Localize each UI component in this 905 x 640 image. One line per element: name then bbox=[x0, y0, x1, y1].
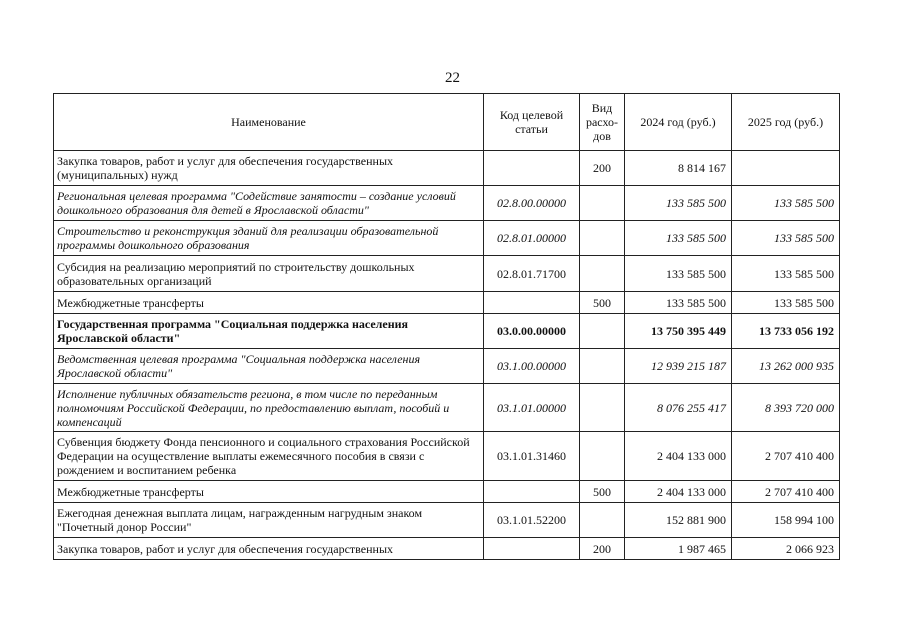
cell-name: Ежегодная денежная выплата лицам, награжденным нагрудным знаком "Почетный донор России" bbox=[54, 503, 484, 538]
table-row bbox=[54, 186, 840, 221]
cell-code: 03.1.01.31460 bbox=[484, 432, 580, 481]
cell-type bbox=[580, 256, 625, 292]
cell-2025: 133 585 500 bbox=[732, 186, 840, 221]
cell-code: 02.8.01.00000 bbox=[484, 221, 580, 256]
cell-type: 500 bbox=[580, 481, 625, 503]
table-row bbox=[54, 151, 840, 186]
header-2024: 2024 год (руб.) bbox=[625, 94, 732, 151]
cell-2024: 12 939 215 187 bbox=[625, 349, 732, 384]
header-row bbox=[54, 94, 840, 151]
page-number: 22 bbox=[445, 70, 460, 86]
table-row bbox=[54, 256, 840, 292]
cell-name: Региональная целевая программа "Содействие занятости – создание условий дошкольного образования для детей в Ярославской области" bbox=[54, 186, 484, 221]
cell-type: 200 bbox=[580, 538, 625, 560]
cell-2025: 2 707 410 400 bbox=[732, 481, 840, 503]
cell-2024: 13 750 395 449 bbox=[625, 314, 732, 349]
cell-name: Субвенция бюджету Фонда пенсионного и социального страхования Российской Федерации на осуществление выплаты ежемесячного пособия в связи с рождением и воспитанием ребенка bbox=[54, 432, 484, 481]
table-row bbox=[54, 481, 840, 503]
table-body bbox=[54, 151, 840, 560]
cell-code: 03.1.01.00000 bbox=[484, 384, 580, 432]
cell-2024: 2 404 133 000 bbox=[625, 481, 732, 503]
cell-name: Закупка товаров, работ и услуг для обеспечения государственных (муниципальных) нужд bbox=[54, 151, 484, 186]
table-row bbox=[54, 432, 840, 481]
cell-2024: 133 585 500 bbox=[625, 186, 732, 221]
cell-2024: 1 987 465 bbox=[625, 538, 732, 560]
table-row bbox=[54, 292, 840, 314]
cell-name: Закупка товаров, работ и услуг для обеспечения государственных bbox=[54, 538, 484, 560]
cell-2024: 133 585 500 bbox=[625, 292, 732, 314]
cell-code bbox=[484, 151, 580, 186]
cell-2024: 133 585 500 bbox=[625, 256, 732, 292]
header-name: Наименование bbox=[54, 94, 484, 151]
cell-name: Ведомственная целевая программа "Социальная поддержка населения Ярославской области" bbox=[54, 349, 484, 384]
table-row bbox=[54, 314, 840, 349]
cell-name: Межбюджетные трансферты bbox=[54, 481, 484, 503]
cell-name: Субсидия на реализацию мероприятий по строительству дошкольных образовательных организаций bbox=[54, 256, 484, 292]
cell-2025: 133 585 500 bbox=[732, 221, 840, 256]
table-row bbox=[54, 349, 840, 384]
cell-2024: 8 076 255 417 bbox=[625, 384, 732, 432]
cell-type bbox=[580, 432, 625, 481]
cell-code bbox=[484, 538, 580, 560]
cell-2025: 8 393 720 000 bbox=[732, 384, 840, 432]
cell-code: 03.1.00.00000 bbox=[484, 349, 580, 384]
cell-2024: 2 404 133 000 bbox=[625, 432, 732, 481]
cell-2025: 13 733 056 192 bbox=[732, 314, 840, 349]
cell-type bbox=[580, 186, 625, 221]
cell-type bbox=[580, 503, 625, 538]
cell-2025: 133 585 500 bbox=[732, 292, 840, 314]
cell-name: Межбюджетные трансферты bbox=[54, 292, 484, 314]
cell-2024: 152 881 900 bbox=[625, 503, 732, 538]
cell-2025: 2 066 923 bbox=[732, 538, 840, 560]
cell-code bbox=[484, 292, 580, 314]
cell-code: 02.8.00.00000 bbox=[484, 186, 580, 221]
cell-2024: 8 814 167 bbox=[625, 151, 732, 186]
cell-2025: 13 262 000 935 bbox=[732, 349, 840, 384]
cell-type bbox=[580, 314, 625, 349]
table-row bbox=[54, 384, 840, 432]
cell-name: Государственная программа "Социальная поддержка населения Ярославской области" bbox=[54, 314, 484, 349]
cell-name: Исполнение публичных обязательств региона, в том числе по переданным полномочиям Российской Федерации, по предоставлению выплат, пособий и компенсаций bbox=[54, 384, 484, 432]
cell-code: 03.0.00.00000 bbox=[484, 314, 580, 349]
cell-code bbox=[484, 481, 580, 503]
cell-type bbox=[580, 221, 625, 256]
cell-2024: 133 585 500 bbox=[625, 221, 732, 256]
table-row bbox=[54, 221, 840, 256]
cell-2025: 133 585 500 bbox=[732, 256, 840, 292]
cell-type bbox=[580, 349, 625, 384]
cell-2025: 158 994 100 bbox=[732, 503, 840, 538]
cell-type bbox=[580, 384, 625, 432]
table-row bbox=[54, 503, 840, 538]
cell-code: 03.1.01.52200 bbox=[484, 503, 580, 538]
header-2025: 2025 год (руб.) bbox=[732, 94, 840, 151]
cell-type: 500 bbox=[580, 292, 625, 314]
header-type: Вид расхо-дов bbox=[580, 94, 625, 151]
cell-type: 200 bbox=[580, 151, 625, 186]
table-row bbox=[54, 538, 840, 560]
budget-table bbox=[53, 93, 840, 560]
cell-2025: 2 707 410 400 bbox=[732, 432, 840, 481]
header-code: Код целевой статьи bbox=[484, 94, 580, 151]
cell-2025 bbox=[732, 151, 840, 186]
cell-name: Строительство и реконструкция зданий для реализации образовательной программы дошкольного образования bbox=[54, 221, 484, 256]
cell-code: 02.8.01.71700 bbox=[484, 256, 580, 292]
